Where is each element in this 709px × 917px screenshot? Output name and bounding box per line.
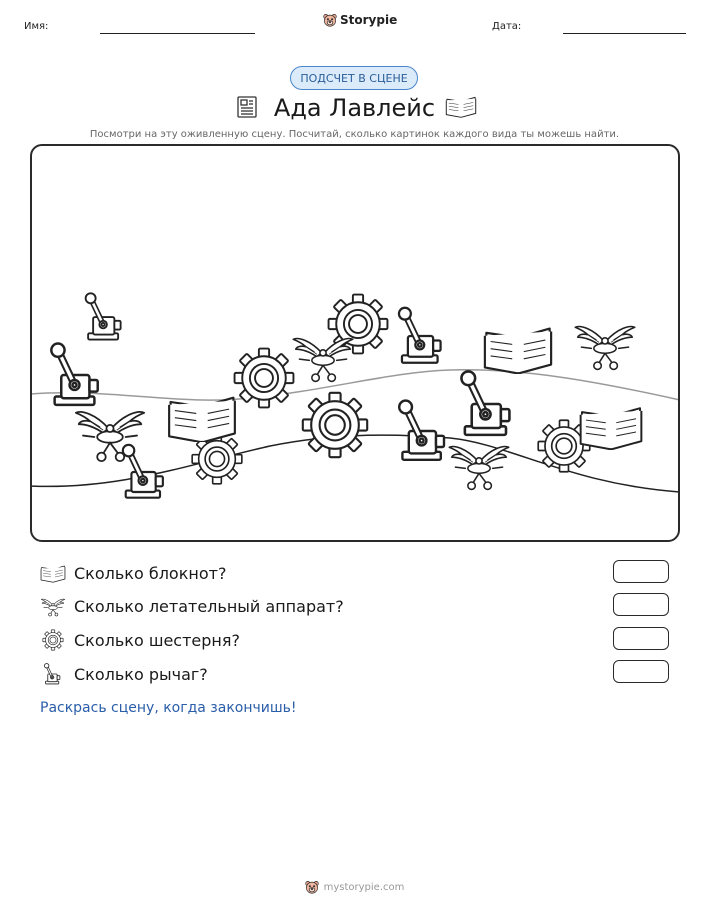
coloring-instruction: Раскрась сцену, когда закончишь!	[40, 700, 297, 716]
activity-tag: ПОДСЧЕТ В СЦЕНЕ	[290, 66, 418, 90]
bear-icon	[323, 13, 337, 27]
answer-box-lever[interactable]	[613, 660, 669, 683]
brand-logo	[323, 13, 397, 27]
question-text: Сколько шестерня?	[74, 630, 240, 650]
gear-icon	[40, 629, 66, 651]
question-gear	[40, 628, 240, 652]
flying-machine-icon	[40, 595, 66, 617]
flying-machine-icon	[575, 327, 635, 370]
bear-icon	[305, 880, 319, 894]
question-text: Сколько летательный аппарат?	[74, 596, 344, 616]
gear-icon	[303, 393, 367, 457]
counting-scene	[30, 144, 680, 542]
name-line[interactable]	[100, 33, 255, 34]
gear-icon	[235, 349, 294, 408]
question-flying-machine	[40, 594, 344, 618]
notebook-icon	[485, 329, 551, 374]
flying-machine-icon	[449, 447, 509, 490]
notebook-icon	[169, 398, 235, 442]
question-text: Сколько рычаг?	[74, 664, 208, 684]
answer-box-flying-machine[interactable]	[613, 593, 669, 616]
date-line[interactable]	[563, 33, 686, 34]
date-label: Дата:	[492, 21, 522, 32]
answer-box-gear[interactable]	[613, 627, 669, 650]
question-lever	[40, 662, 208, 686]
page-title: Ада Лавлейс	[273, 94, 436, 122]
footer	[0, 880, 709, 894]
lever-icon	[399, 401, 444, 460]
page-subtitle: Посмотри на эту оживленную сцену. Посчитай, сколько картинок каждого вида ты можешь найти.	[89, 129, 620, 140]
scene-drawing	[30, 144, 680, 542]
footer-url[interactable]: mystorypie.com	[323, 881, 405, 893]
lever-icon	[86, 293, 121, 339]
brand-name: Storypie	[340, 13, 398, 27]
lever-icon	[399, 308, 441, 363]
lever-icon	[461, 371, 509, 434]
lever-icon	[40, 663, 66, 685]
name-label: Имя:	[24, 21, 49, 32]
question-notebook	[40, 561, 226, 585]
notebook-icon	[581, 408, 642, 449]
lever-icon	[51, 344, 97, 405]
book-title-icon	[445, 94, 477, 118]
notebook-icon	[40, 562, 66, 584]
answer-box-notebook[interactable]	[613, 560, 669, 583]
question-text: Сколько блокнот?	[74, 563, 227, 583]
lever-icon	[123, 445, 163, 498]
